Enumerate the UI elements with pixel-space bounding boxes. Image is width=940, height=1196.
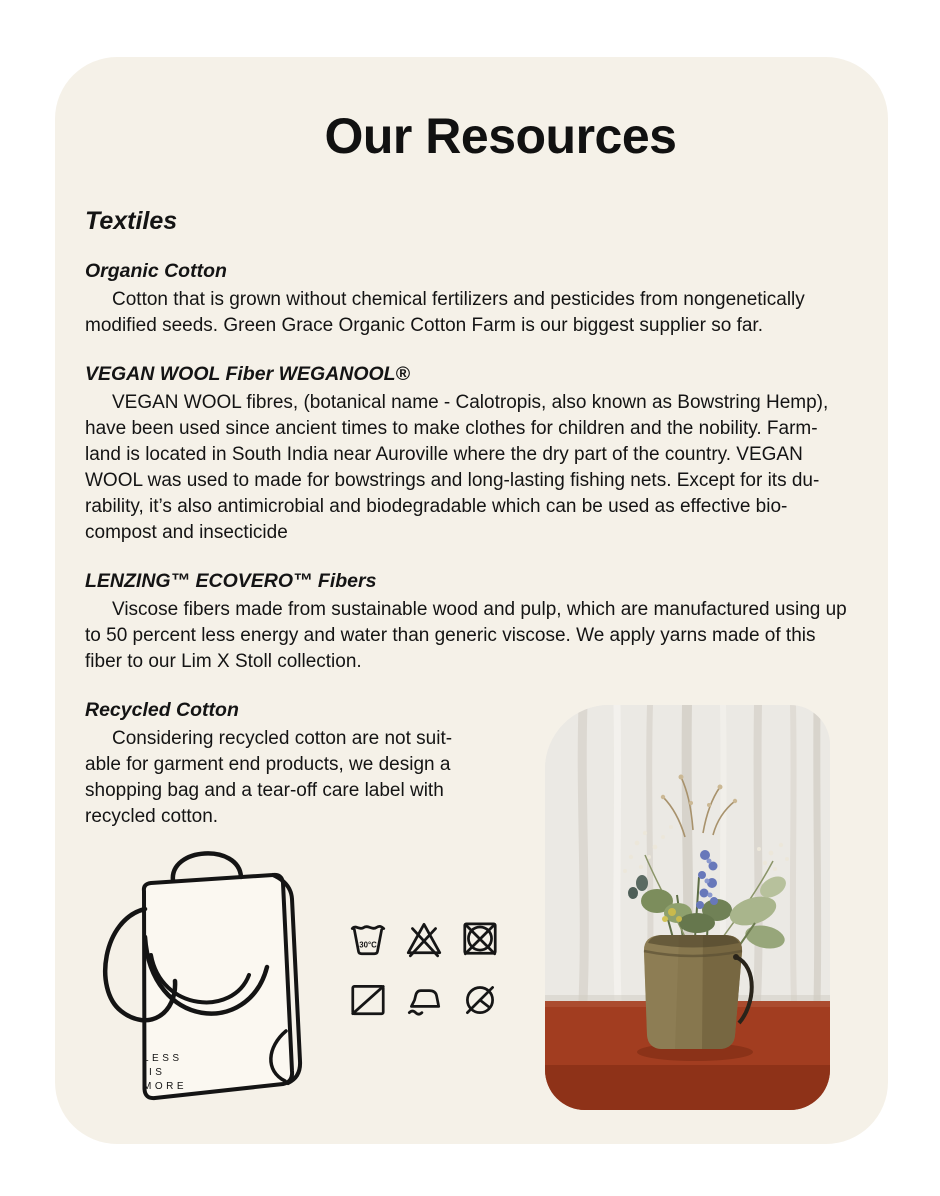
line-dry-icon (347, 978, 389, 1020)
recycled-cotton-body: Considering recycled cotton are not suit-able for garment end products, we design a shopping bag and a tear-off care label with recycled cotton. (85, 728, 453, 827)
section-vegan-wool (85, 363, 852, 546)
photo-illustration (545, 705, 830, 1110)
section-heading-textiles: Textiles (85, 207, 178, 235)
vegan-wool-body: VEGAN WOOL fibres, (botanical name - Calotropis, also known as Bowstring Hemp), have been used since ancient times to make clothes for children and the nobility. Farm-land is located in South India near Auroville where the dry part of the country. VEGAN WOOL was used to made for bowstrings and long-lasting fishing nets. Except for its du-rability, it’s also antimicrobial and biodegradable which can be used as effective bio-compost and insecticide (85, 392, 829, 543)
bag-text-line-2: IS (149, 1067, 166, 1078)
page-card (55, 57, 888, 1144)
care-symbols (347, 917, 501, 1020)
section-lenzing (85, 570, 852, 675)
recycled-cotton-heading: Recycled Cotton (85, 699, 239, 721)
bag-text-line-1: LESS (143, 1053, 183, 1064)
lenzing-heading: LENZING™ ECOVERO™ Fibers (85, 570, 377, 592)
iron-icon (403, 978, 445, 1020)
tote-bag-drawing (81, 839, 321, 1117)
svg-text:30°C: 30°C (359, 940, 377, 950)
bag-text-line-3: MORE (143, 1081, 187, 1092)
page-title: Our Resources (324, 108, 677, 164)
tote-bag-illustration (81, 839, 321, 1117)
wash-30-icon (347, 917, 389, 959)
organic-cotton-body: Cotton that is grown without chemical fertilizers and pesticides from nongenetically modified seeds. Green Grace Organic Cotton Farm is our biggest supplier so far. (85, 289, 805, 336)
section-organic-cotton (85, 260, 852, 339)
lenzing-body: Viscose fibers made from sustainable wood and pulp, which are manufactured using up to 50 percent less energy and water than generic viscose. We apply yarns made of this fiber to our Lim X Stoll collection. (85, 599, 847, 672)
organic-cotton-heading: Organic Cotton (85, 260, 227, 282)
do-not-bleach-icon (403, 917, 445, 959)
product-photo (545, 705, 830, 1110)
do-not-dry-clean-icon (459, 978, 501, 1020)
vegan-wool-heading: VEGAN WOOL Fiber WEGANOOL® (85, 363, 410, 385)
do-not-tumble-dry-icon (459, 917, 501, 959)
